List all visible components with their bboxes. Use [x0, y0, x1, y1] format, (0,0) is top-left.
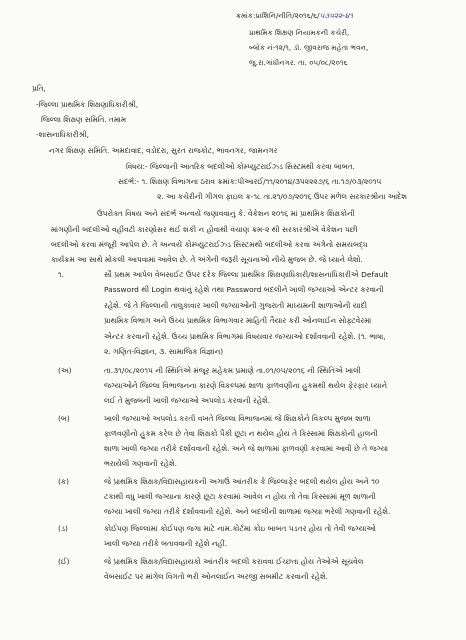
recipient-line-3: -શાસનાધિકારીશ્રી,	[36, 130, 90, 139]
item-c-number: (ક)	[58, 477, 69, 486]
item-b-line-4: ભરાયેલી ગણવાની રહેશે.	[104, 459, 177, 468]
recipient-line-2: જિલ્લા શિક્ષણ સમિતિ. તમામ	[41, 115, 127, 124]
intro-line-4: કાર્યક્રમ આ સાથે મોકલી આપવામાં આવેલ છે. તે અંગેની જરૂરી સૂચનાઓ નીચે મુજબ છે. જે ધ્યાને લેશો.	[51, 255, 363, 264]
item-d-line-2: ખાલી જગ્યા તરીકે બતાવવાની રહેશે નહીં.	[104, 539, 228, 548]
item-1-line-3: રહેશે. જે તે જિલ્લાની તાલુકાવાર ખાલી જગ્યાઓની ગુજરાતી માધ્યમની શાળાઓની યાદી	[104, 301, 368, 310]
item-c-line-1: જે પ્રાથમિક શિક્ષક/વિદ્યાસહાયકની અગાઉ આંતરીક કે જિલ્લાફેર બદલી થયેલ હોય અને ૧૦	[104, 477, 380, 486]
reference-prefix: ક્રમાંક:પ્રાશિનિ/નીતિ/૨૦૧૬/૬/	[236, 11, 320, 20]
salutation-prati: પ્રતિ,	[32, 84, 46, 93]
item-b-line-1: ખાલી જગ્યાઓ અપલોડ કરતી વખતે જિલ્લા વિભાજનમાં જે શિક્ષકોને વિકલ્પ મુજબ શાળા	[104, 414, 371, 423]
office-address-date: જુ.રા.ગાંધીનગર. તા. ૦૫/૦૮/૨૦૧૬	[249, 58, 348, 67]
office-name: પ્રાથમિક શિક્ષણ નિયામકની કચેરી,	[249, 28, 350, 37]
intro-line-2: માંગણીની બદલીઓ વહીવટી કારણોસર થઈ શકી ન હોવાથી વંચાણ ક્રમ-૨ થી સરકારશ્રીએ વેકેશન પછી	[51, 225, 358, 234]
reference-line-2: ૨. આ કચેરીની ગીગલ ફાઇલ ક્ર-૧૮ તા.૨૧/૦૭/૨૦૧૬ ઉપર મળેલ સરકારશ્રીના આદેશ	[157, 192, 408, 201]
item-c-line-2: ટકાથી વધુ ખાલી જગ્યાના કારણે છૂટા કરવામાં આવેલ ન હોય તો તેવા કિસ્સામાં મૂળ શાળાની	[104, 492, 376, 501]
item-d-line-1: કોઈપણ જિલ્લામાં કોઈપણ જગા માટે નામ.કોર્ટમાં કોઇ બાબત પડતર હોય તો તેવી જગ્યાઓ	[104, 524, 376, 533]
item-e-line-2: વેબસાઈટ પર માંગેલ વિગતો ભરી ઓનલાઈન અરજી સબમીટ કરવાની રહેશે.	[104, 572, 329, 581]
item-1-number: ૧.	[58, 270, 64, 279]
item-b-number: (બ)	[58, 414, 70, 423]
item-b-line-3: શાળા ખાલી જગ્યા તરીકે દર્શાવવાની રહેશે. અને જે શાળામાં ફાળવણી કરવામાં આવી છે તે જગ્યા	[104, 444, 389, 453]
office-address-line-1: બ્લોક નં-૧૨/૧, ડૉ. જીવરાજ મહેતા ભવન,	[249, 43, 369, 52]
item-e-line-1: જે પ્રાથમિક શિક્ષક/વિદ્યાસહાયકો આંતરીક બદલી કરાવવા ઈચ્છતા હોય તેઓએ સૂચવેલ	[104, 557, 364, 566]
item-c-line-3: જગ્યા ખાલી જગ્યા તરીકે દર્શાવવાની રહેશે. અને બદલીની શાળામાં જગ્યા ભરેલી ગણવાની રહેશે.	[104, 507, 391, 516]
item-e-number: (ઈ)	[58, 557, 70, 566]
subject-line: વિષય:- જિલ્લાની આંતરિક બદલીઓ કોમ્પ્યુટરાઈઝ્ડ સિસ્ટમથી કરવા બાબત.	[126, 162, 355, 171]
reference-number	[236, 11, 353, 20]
intro-line-3: બદલીઓ કરવા મંજૂરી આપેલ છે. તે અન્વયે કોમ્પ્યુટરાઈઝ્ડ સિસ્ટમથી બદલીઓ કરવા અંગેનો સમયબદ્ધ	[51, 240, 368, 249]
item-1-line-2: Password થી Login થવાનું રહેશે તથા Password બદલીને ખાલી જગ્યાઓ એન્ટર કરવાની	[104, 285, 384, 294]
item-a-line-3: લઈ તે મુજબની ખાલી જગ્યાઓ અપલોડ કરવાની રહેશે.	[104, 396, 271, 405]
intro-line-1: ઉપરોક્ત વિષય અને સંદર્ભ અન્વયે જણાવવાનું કે. વેકેશન ૨૦૧૬ માં પ્રાથમિક શિક્ષકોની	[97, 209, 355, 218]
recipient-line-1: -જિલ્લા પ્રાથમિક શિક્ષણાધિકારીશ્રી,	[36, 100, 139, 109]
handwritten-reference: ૫૩૫૨૨-૪૧	[319, 11, 353, 20]
item-a-line-2: જગ્યાઓને જિલ્લા વિભાજનના કારણે વિકલ્પમાં શાળા ફાળવણીના હુકમથી થયેલ ફેરફાર ધ્યાને	[104, 381, 388, 390]
item-1-line-1: સૌ પ્રથમ આપેલ વેબસાઈટ ઉપર દરેક જિલ્લા પ્રાથમિક શિક્ષણાધિકારી/શાસનાધિકારીએ Default	[104, 270, 389, 279]
item-1-line-6: ૨. ગણિત-વિજ્ઞાન, ૩. સામાજિક વિજ્ઞાન)	[104, 347, 224, 356]
item-1-line-5: એન્ટર કરવાની રહેશે. ઉચ્ચ પ્રાથમિક વિભાગમાં વિષયવાર જગ્યાઓ દર્શાવવાની રહેશે. (૧. ભાષા,	[104, 332, 386, 341]
item-a-number: (અ)	[58, 366, 72, 375]
item-a-line-1: તા.૩૧/૦૮/૨૦૧૫ ની સ્થિતિએ મંજૂર મહેકમ પ્રમાણે તા.૦૧/૦૫/૨૦૧૬ ની સ્થિતિએ ખાલી	[104, 366, 361, 375]
reference-line-1: સંદર્ભ:- ૧. શિક્ષણ વિભાગના ઠરાવ ક્રમાંક:પીઆરઈ/૧૧/૨૦૧૪/૩૫૨૨૨૭/૬ તા.૧૭/૦૩/૨૦૧૫	[118, 177, 382, 186]
recipient-line-4: નગર શિક્ષણ સમિતિ. અમદાવાદ, વડોદરા, સુરત રાજકોટ, ભાવનગર, જામનગર	[49, 146, 278, 155]
item-b-line-2: ફાળવણીનો હુકમ કરેલ છે તેવા શિક્ષકો પૈકી છૂટા ન થયેલ હોય તે કિસ્સામાં શિક્ષકોની હાલની	[104, 429, 378, 438]
item-1-line-4: પ્રાથમિક વિભાગ અને ઉચ્ચ પ્રાથમિક વિભાગવાર માહિતી તૈયાર કરી ઓનલાઈન સોફ્ટવેરમાં	[104, 316, 372, 325]
item-d-number: (ડ)	[58, 524, 68, 533]
